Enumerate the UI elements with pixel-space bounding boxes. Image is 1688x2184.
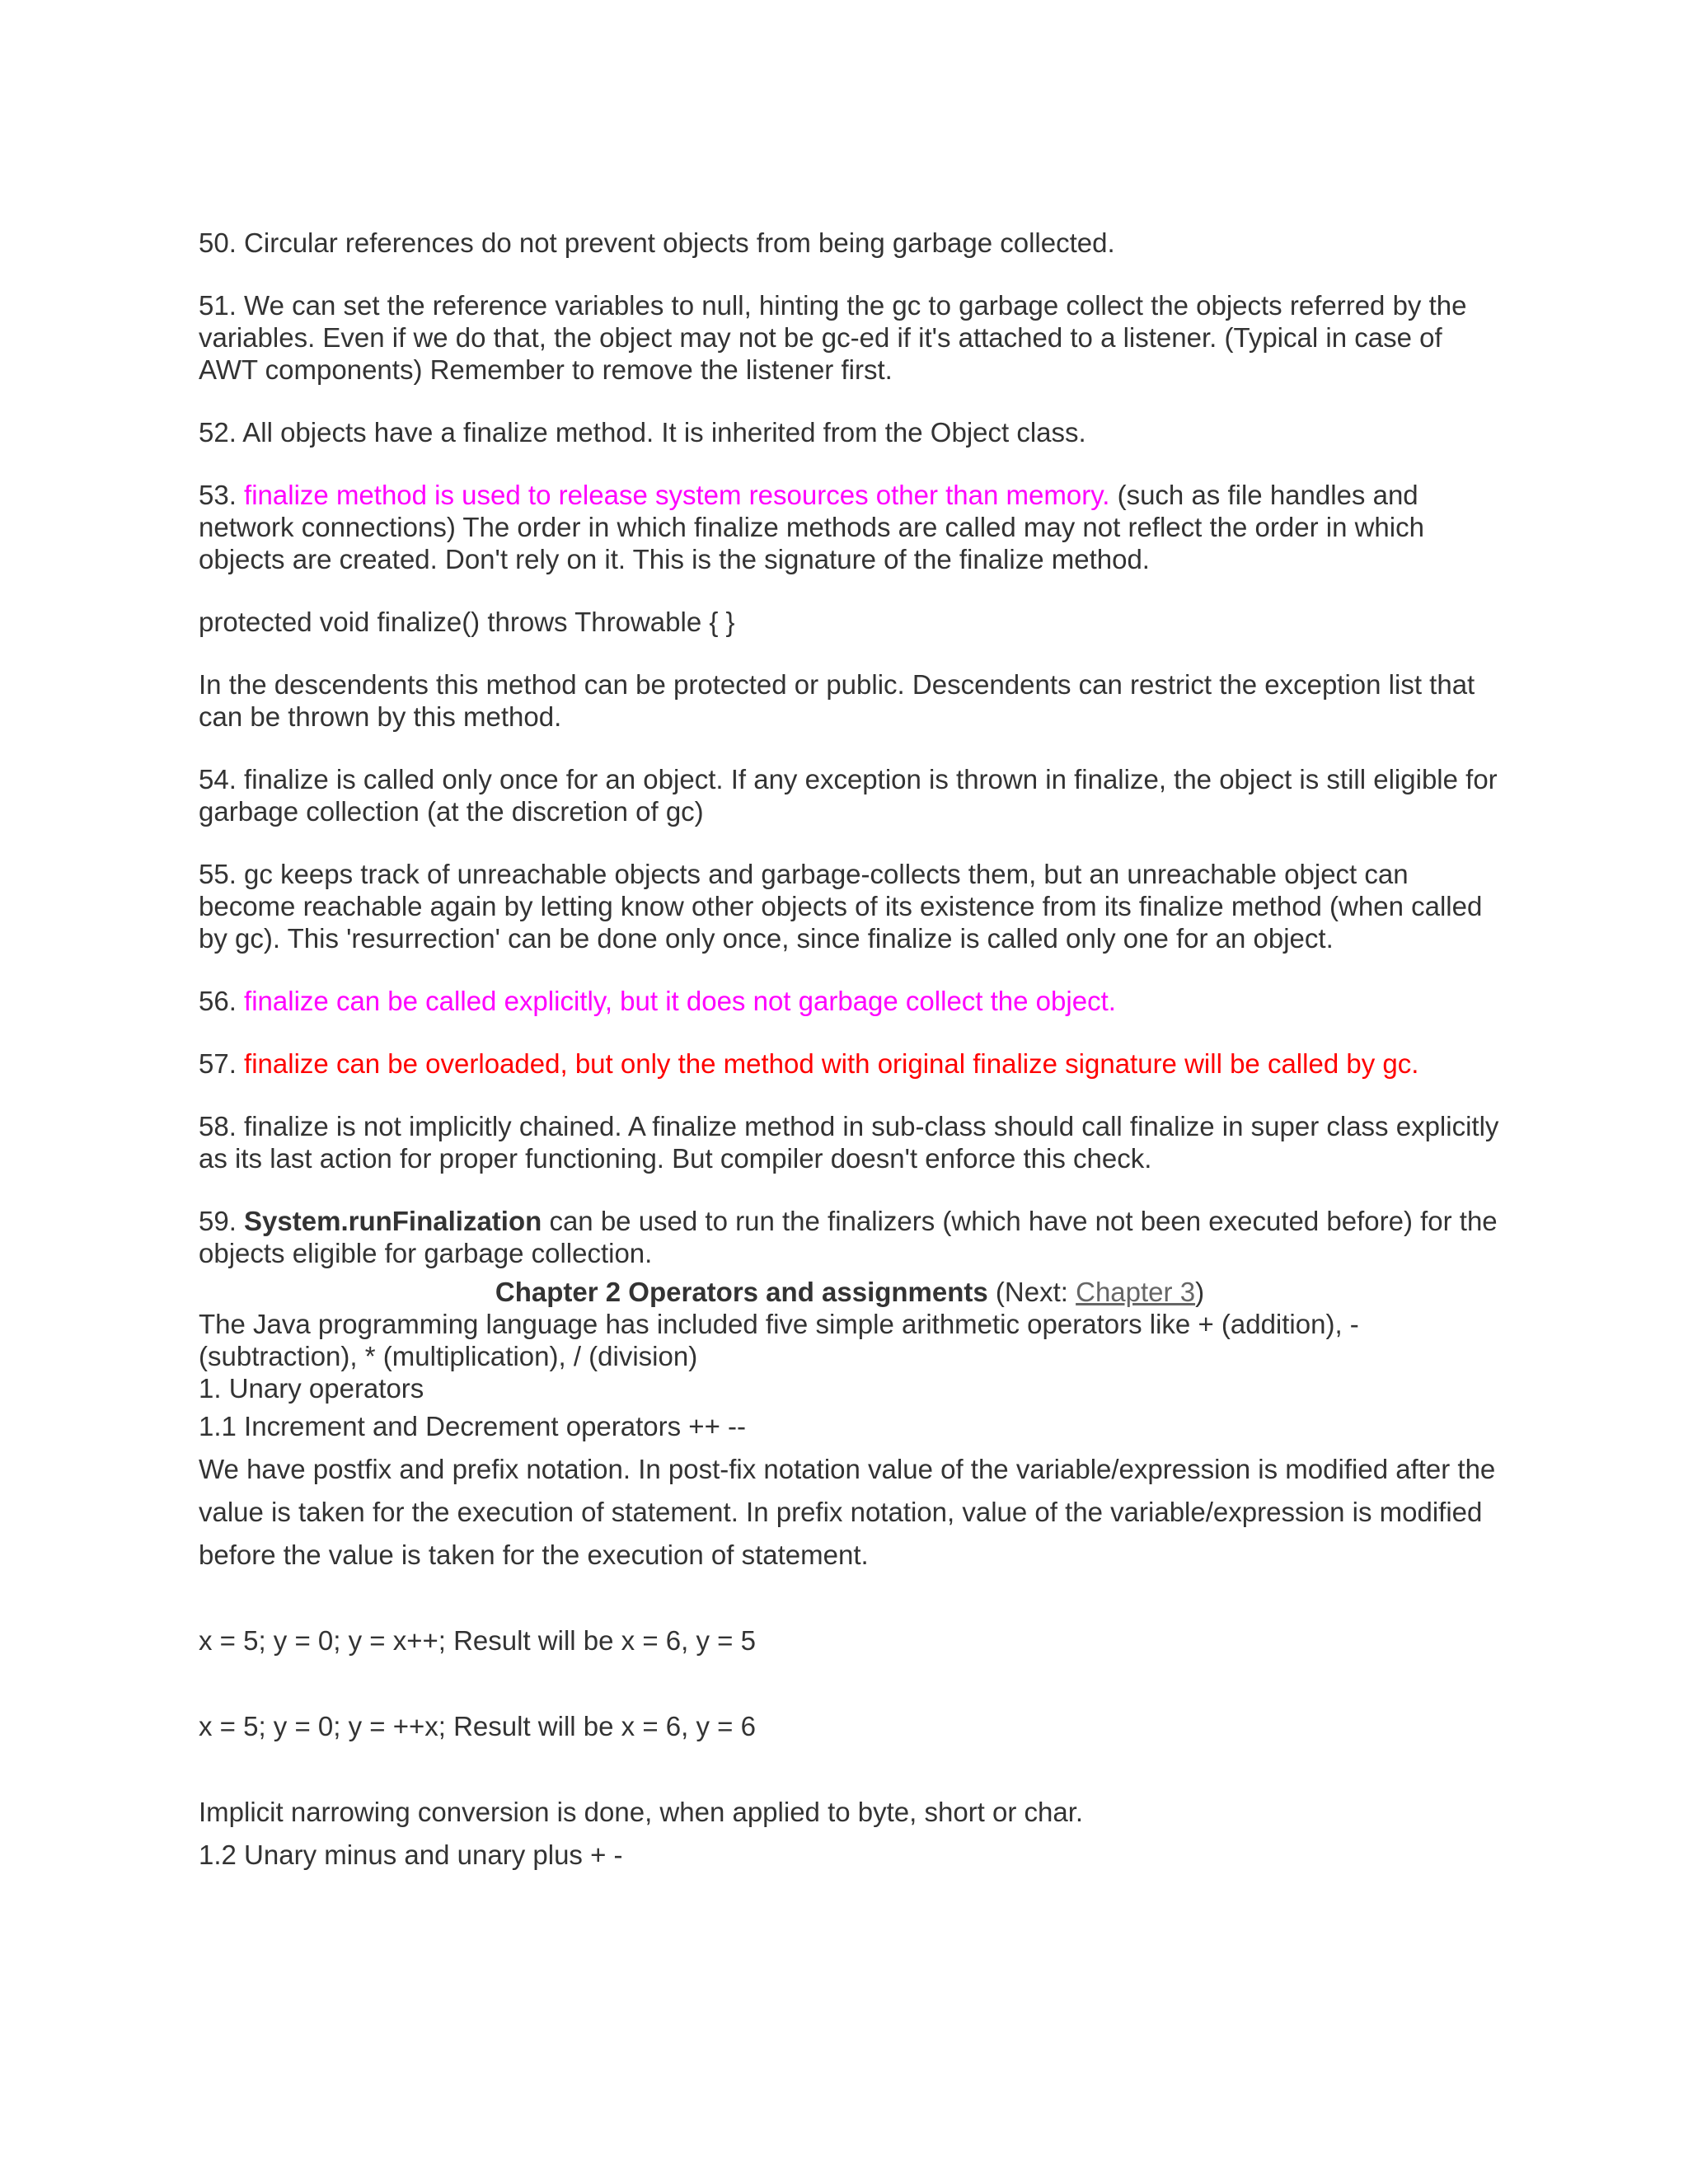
item-53-number: 53. bbox=[199, 480, 245, 510]
item-53-rest: (such as file handles and network connections) The order in which finalize methods are called may not reflect the order in which objects are created. Don't rely on it. This is the signature of the finalize method. bbox=[199, 480, 1424, 574]
item-50: 50. Circular references do not prevent objects from being garbage collected. bbox=[199, 227, 1115, 258]
chapter-heading bbox=[199, 1276, 1501, 1308]
item-57-number: 57. bbox=[199, 1048, 245, 1079]
chapter-3-link[interactable]: Chapter 3 bbox=[1076, 1277, 1196, 1307]
item-55: 55. gc keeps track of unreachable objects and garbage-collects them, but an unreachable object can become reachable again by letting know other objects of its existence from its finalize method (when called by gc). This 'resurrection' can be done only once, since finalize is called only one for an object. bbox=[199, 859, 1483, 954]
prefix-example: x = 5; y = 0; y = ++x; Result will be x = 6, y = 6 bbox=[199, 1711, 756, 1741]
item-57-highlight: finalize can be overloaded, but only the method with original finalize signature will be called by gc. bbox=[244, 1048, 1419, 1079]
chapter-next-suffix: ) bbox=[1195, 1277, 1205, 1307]
item-57 bbox=[199, 1047, 1501, 1080]
item-56-number: 56. bbox=[199, 986, 245, 1016]
item-59-number: 59. bbox=[199, 1206, 245, 1236]
item-59-rest: can be used to run the finalizers (which have not been executed before) for the objects eligible for garbage collection. bbox=[199, 1206, 1498, 1268]
narrowing-note: Implicit narrowing conversion is done, when applied to byte, short or char. bbox=[199, 1797, 1084, 1827]
item-56-highlight: finalize can be called explicitly, but it does not garbage collect the object. bbox=[244, 986, 1116, 1016]
notation-paragraph: We have postfix and prefix notation. In post-fix notation value of the variable/expression is modified after the value is taken for the execution of statement. In prefix notation, value of the variable/expression is modified before the value is taken for the execution of statement. bbox=[199, 1454, 1496, 1570]
item-53 bbox=[199, 479, 1501, 575]
chapter-next-prefix: (Next: bbox=[987, 1277, 1076, 1307]
unary-minus-plus-heading: 1.2 Unary minus and unary plus + - bbox=[199, 1840, 623, 1870]
postfix-example: x = 5; y = 0; y = x++; Result will be x = 6, y = 5 bbox=[199, 1625, 756, 1656]
descendents-note: In the descendents this method can be protected or public. Descendents can restrict the exception list that can be thrown by this method. bbox=[199, 669, 1475, 732]
item-53-highlight: finalize method is used to release system resources other than memory. bbox=[244, 480, 1110, 510]
arithmetic-intro: The Java programming language has included five simple arithmetic operators like + (addition), - (subtraction), * (multiplication), / (division) bbox=[199, 1309, 1359, 1371]
item-59 bbox=[199, 1205, 1501, 1269]
spacer bbox=[199, 1577, 1501, 1619]
spacer bbox=[199, 1662, 1501, 1705]
item-52: 52. All objects have a finalize method. It is inherited from the Object class. bbox=[199, 417, 1086, 448]
item-56 bbox=[199, 985, 1501, 1017]
item-54: 54. finalize is called only once for an object. If any exception is thrown in finalize, the object is still eligible for garbage collection (at the discretion of gc) bbox=[199, 764, 1498, 827]
document-content bbox=[199, 227, 1501, 1877]
unary-operators-heading: 1. Unary operators bbox=[199, 1373, 424, 1404]
item-58: 58. finalize is not implicitly chained. A finalize method in sub-class should call finalize in super class explicitly as its last action for proper functioning. But compiler doesn't enforce this check. bbox=[199, 1111, 1499, 1174]
item-51: 51. We can set the reference variables to null, hinting the gc to garbage collect the objects referred by the variables. Even if we do that, the object may not be gc-ed if it's attached to a listener. (Typical in case of AWT components) Remember to remove the listener first. bbox=[199, 290, 1467, 385]
increment-decrement-heading: 1.1 Increment and Decrement operators ++ -- bbox=[199, 1411, 746, 1441]
chapter-title: Chapter 2 Operators and assignments bbox=[495, 1277, 988, 1307]
spacer bbox=[199, 1748, 1501, 1791]
finalize-signature: protected void finalize() throws Throwable { } bbox=[199, 607, 735, 637]
item-59-method-name: System.runFinalization bbox=[244, 1206, 542, 1236]
